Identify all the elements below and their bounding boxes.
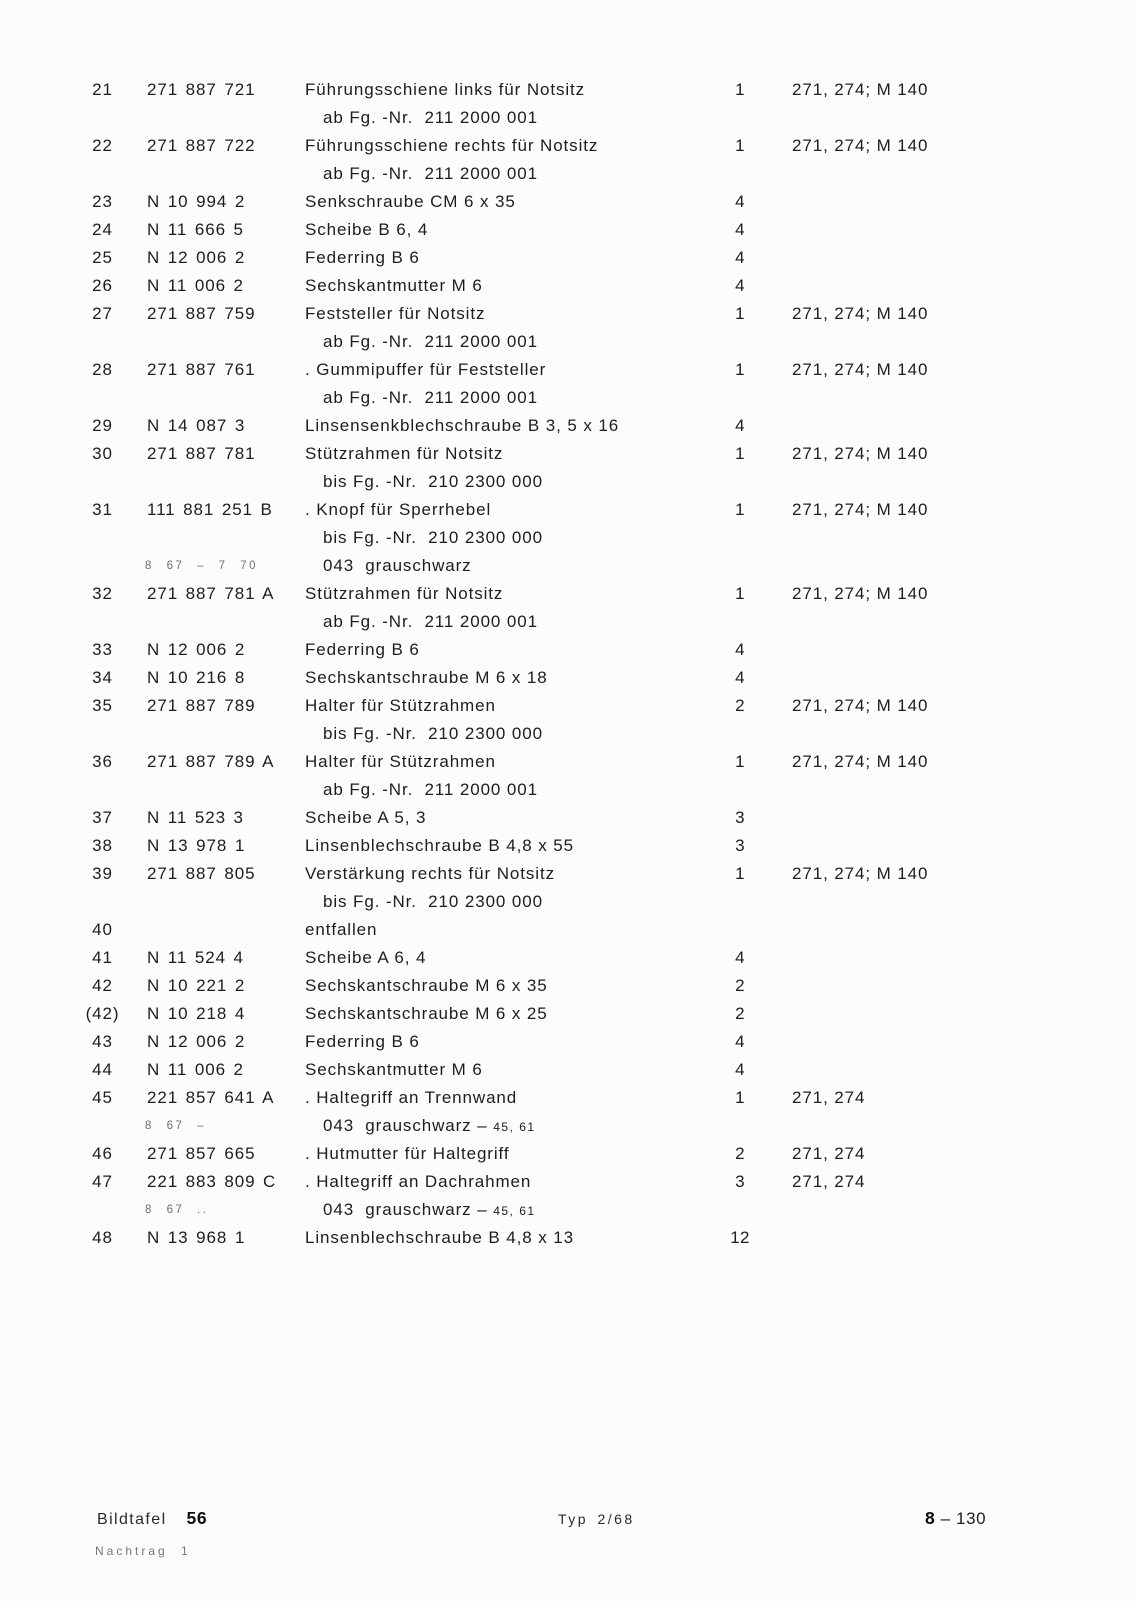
row-note-cell bbox=[305, 164, 690, 184]
table-row bbox=[0, 272, 1136, 300]
row-remarks: 271, 274 bbox=[792, 1172, 866, 1191]
row-quantity: 4 bbox=[735, 1060, 745, 1079]
table-row-sub-line bbox=[0, 720, 1136, 748]
row-description: Sechskantschraube M 6 x 35 bbox=[305, 976, 548, 995]
row-position: 24 bbox=[92, 220, 113, 239]
row-note-cell bbox=[305, 612, 690, 632]
row-part-number: 271 887 759 bbox=[147, 304, 256, 323]
row-note: ab Fg. -Nr. 211 2000 001 bbox=[323, 164, 538, 183]
page-section: 8 bbox=[925, 1508, 936, 1528]
table-row bbox=[0, 972, 1136, 1000]
row-part-number: 221 857 641 A bbox=[147, 1088, 275, 1107]
row-quantity: 2 bbox=[735, 976, 745, 995]
row-part-number: 271 887 721 bbox=[147, 80, 256, 99]
row-description: Sechskantmutter M 6 bbox=[305, 1060, 483, 1079]
row-part-number: 271 887 789 bbox=[147, 696, 256, 715]
table-row bbox=[0, 804, 1136, 832]
row-part-number: N 14 087 3 bbox=[147, 416, 246, 435]
row-remarks: 271, 274 bbox=[792, 1088, 866, 1107]
table-row-main-line bbox=[0, 1224, 1136, 1252]
supplement-label: Nachtrag 1 bbox=[95, 1544, 191, 1558]
row-quantity: 1 bbox=[735, 584, 745, 603]
row-note-cell bbox=[305, 472, 690, 492]
table-row-main-line bbox=[0, 832, 1136, 860]
table-row bbox=[0, 188, 1136, 216]
row-remarks: 271, 274; M 140 bbox=[792, 500, 929, 519]
table-row-main-line bbox=[0, 972, 1136, 1000]
table-row bbox=[0, 1140, 1136, 1168]
row-position: 26 bbox=[92, 276, 113, 295]
row-description: Verstärkung rechts für Notsitz bbox=[305, 864, 555, 883]
row-quantity: 1 bbox=[735, 304, 745, 323]
table-row-main-line bbox=[0, 76, 1136, 104]
row-position: 45 bbox=[92, 1088, 113, 1107]
row-remarks: 271, 274; M 140 bbox=[792, 304, 929, 323]
row-position: 25 bbox=[92, 248, 113, 267]
table-row bbox=[0, 1084, 1136, 1140]
row-description: Führungsschiene rechts für Notsitz bbox=[305, 136, 599, 155]
row-position: 23 bbox=[92, 192, 113, 211]
table-row-main-line bbox=[0, 944, 1136, 972]
row-quantity: 2 bbox=[735, 1144, 745, 1163]
table-row-main-line bbox=[0, 692, 1136, 720]
row-description: Halter für Stützrahmen bbox=[305, 752, 496, 771]
row-position: 29 bbox=[92, 416, 113, 435]
row-remarks: 271, 274; M 140 bbox=[792, 864, 929, 883]
row-position: 31 bbox=[92, 500, 113, 519]
table-row bbox=[0, 356, 1136, 412]
row-note: bis Fg. -Nr. 210 2300 000 bbox=[323, 724, 543, 743]
row-quantity: 2 bbox=[735, 696, 745, 715]
row-note: 043 grauschwarz – bbox=[323, 1116, 494, 1135]
table-row bbox=[0, 412, 1136, 440]
row-remarks: 271, 274; M 140 bbox=[792, 360, 929, 379]
row-position: 30 bbox=[92, 444, 113, 463]
row-part-number: 271 887 781 bbox=[147, 444, 256, 463]
row-part-number: N 10 994 2 bbox=[147, 192, 246, 211]
table-row-main-line bbox=[0, 132, 1136, 160]
row-part-number: 271 887 781 A bbox=[147, 584, 275, 603]
table-row-sub-line bbox=[0, 552, 1136, 580]
row-quantity: 2 bbox=[735, 1004, 745, 1023]
row-part-number: N 13 978 1 bbox=[147, 836, 246, 855]
row-note-cell bbox=[305, 556, 690, 576]
plate-label: Bildtafel bbox=[97, 1511, 167, 1528]
page-reference bbox=[925, 1508, 986, 1529]
row-description: Linsenblechschraube B 4,8 x 55 bbox=[305, 836, 574, 855]
table-row-sub-line bbox=[0, 1112, 1136, 1140]
row-description: . Haltegriff an Trennwand bbox=[305, 1088, 518, 1107]
row-part-number: N 11 006 2 bbox=[147, 276, 244, 295]
row-position: 37 bbox=[92, 808, 113, 827]
table-row-main-line bbox=[0, 664, 1136, 692]
table-row-main-line bbox=[0, 300, 1136, 328]
row-position: 44 bbox=[92, 1060, 113, 1079]
row-quantity: 4 bbox=[735, 192, 745, 211]
row-note-cell bbox=[305, 332, 690, 352]
row-position: 47 bbox=[92, 1172, 113, 1191]
row-quantity: 1 bbox=[735, 444, 745, 463]
row-part-number: N 11 523 3 bbox=[147, 808, 244, 827]
row-description: Linsenblechschraube B 4,8 x 13 bbox=[305, 1228, 574, 1247]
row-quantity: 4 bbox=[735, 220, 745, 239]
row-description: Scheibe A 6, 4 bbox=[305, 948, 427, 967]
table-row bbox=[0, 1028, 1136, 1056]
row-remarks: 271, 274; M 140 bbox=[792, 444, 929, 463]
table-row-sub-line bbox=[0, 888, 1136, 916]
row-part-number: N 11 524 4 bbox=[147, 948, 244, 967]
row-description: Sechskantmutter M 6 bbox=[305, 276, 483, 295]
row-description: Scheibe A 5, 3 bbox=[305, 808, 427, 827]
table-row bbox=[0, 440, 1136, 496]
table-row-sub-line bbox=[0, 1196, 1136, 1224]
row-part-number: N 12 006 2 bbox=[147, 248, 246, 267]
row-quantity: 4 bbox=[735, 1032, 745, 1051]
row-part-number: 221 883 809 C bbox=[147, 1172, 277, 1191]
row-description: Feststeller für Notsitz bbox=[305, 304, 486, 323]
row-description: Scheibe B 6, 4 bbox=[305, 220, 429, 239]
table-row-main-line bbox=[0, 440, 1136, 468]
table-row bbox=[0, 496, 1136, 580]
table-row-main-line bbox=[0, 748, 1136, 776]
row-description: Sechskantschraube M 6 x 25 bbox=[305, 1004, 548, 1023]
table-row bbox=[0, 748, 1136, 804]
row-remarks: 271, 274; M 140 bbox=[792, 752, 929, 771]
table-row bbox=[0, 1168, 1136, 1224]
row-quantity: 12 bbox=[730, 1228, 750, 1247]
row-description: . Hutmutter für Haltegriff bbox=[305, 1144, 510, 1163]
row-part-number: N 12 006 2 bbox=[147, 640, 246, 659]
table-row-main-line bbox=[0, 272, 1136, 300]
table-row bbox=[0, 216, 1136, 244]
table-row-sub-line bbox=[0, 160, 1136, 188]
row-note-cell bbox=[305, 892, 690, 912]
row-position: 36 bbox=[92, 752, 113, 771]
row-part-number: 271 887 805 bbox=[147, 864, 256, 883]
row-note: bis Fg. -Nr. 210 2300 000 bbox=[323, 892, 543, 911]
row-note-small: 45, 61 bbox=[493, 1204, 536, 1218]
row-note-cell bbox=[305, 780, 690, 800]
table-row bbox=[0, 664, 1136, 692]
row-position: 34 bbox=[92, 668, 113, 687]
table-row bbox=[0, 1224, 1136, 1252]
row-description: Federring B 6 bbox=[305, 1032, 420, 1051]
row-note: ab Fg. -Nr. 211 2000 001 bbox=[323, 332, 538, 351]
row-part-number: N 10 218 4 bbox=[147, 1004, 246, 1023]
row-remarks: 271, 274; M 140 bbox=[792, 696, 929, 715]
row-position: 28 bbox=[92, 360, 113, 379]
table-row bbox=[0, 1056, 1136, 1084]
table-row-sub-line bbox=[0, 608, 1136, 636]
row-description: Senkschraube CM 6 x 35 bbox=[305, 192, 516, 211]
type-label: Typ 2/68 bbox=[558, 1511, 635, 1527]
table-row-main-line bbox=[0, 244, 1136, 272]
table-row-main-line bbox=[0, 580, 1136, 608]
row-part-number: 271 887 761 bbox=[147, 360, 256, 379]
row-position: 48 bbox=[92, 1228, 113, 1247]
row-description: Halter für Stützrahmen bbox=[305, 696, 496, 715]
table-row bbox=[0, 636, 1136, 664]
row-description: Federring B 6 bbox=[305, 640, 420, 659]
row-part-number: N 11 666 5 bbox=[147, 220, 244, 239]
row-description: Sechskantschraube M 6 x 18 bbox=[305, 668, 548, 687]
row-part-number: N 10 221 2 bbox=[147, 976, 246, 995]
table-row-main-line bbox=[0, 1000, 1136, 1028]
row-description: Führungsschiene links für Notsitz bbox=[305, 80, 586, 99]
table-row-sub-line bbox=[0, 468, 1136, 496]
row-part-number: N 11 006 2 bbox=[147, 1060, 244, 1079]
row-quantity: 3 bbox=[735, 836, 745, 855]
row-remarks: 271, 274; M 140 bbox=[792, 584, 929, 603]
row-remarks: 271, 274; M 140 bbox=[792, 136, 929, 155]
row-part-number: 111 881 251 B bbox=[147, 500, 273, 519]
row-quantity: 4 bbox=[735, 640, 745, 659]
row-position: 43 bbox=[92, 1032, 113, 1051]
table-row-main-line bbox=[0, 188, 1136, 216]
table-row-sub-line bbox=[0, 104, 1136, 132]
row-position: 46 bbox=[92, 1144, 113, 1163]
row-quantity: 1 bbox=[735, 500, 745, 519]
row-note: ab Fg. -Nr. 211 2000 001 bbox=[323, 780, 538, 799]
table-row bbox=[0, 1000, 1136, 1028]
table-row-sub-line bbox=[0, 776, 1136, 804]
row-note: ab Fg. -Nr. 211 2000 001 bbox=[323, 612, 538, 631]
row-part-number: N 12 006 2 bbox=[147, 1032, 246, 1051]
table-row-sub-line bbox=[0, 328, 1136, 356]
row-description: . Gummipuffer für Feststeller bbox=[305, 360, 547, 379]
row-note: 043 grauschwarz – bbox=[323, 1200, 494, 1219]
row-description: . Haltegriff an Dachrahmen bbox=[305, 1172, 532, 1191]
parts-table bbox=[0, 76, 1136, 1252]
table-row-main-line bbox=[0, 216, 1136, 244]
row-description: Linsensenkblechschraube B 3, 5 x 16 bbox=[305, 416, 620, 435]
row-note-cell bbox=[305, 528, 690, 548]
table-row bbox=[0, 944, 1136, 972]
row-quantity: 4 bbox=[735, 948, 745, 967]
row-part-number: 271 887 789 A bbox=[147, 752, 275, 771]
row-position: 32 bbox=[92, 584, 113, 603]
row-note-cell bbox=[305, 724, 690, 744]
row-part-number: 271 857 665 bbox=[147, 1144, 256, 1163]
row-description: Federring B 6 bbox=[305, 248, 420, 267]
table-row bbox=[0, 580, 1136, 636]
row-quantity: 1 bbox=[735, 136, 745, 155]
row-position: 38 bbox=[92, 836, 113, 855]
row-quantity: 1 bbox=[735, 864, 745, 883]
row-quantity: 4 bbox=[735, 276, 745, 295]
table-row-main-line bbox=[0, 1168, 1136, 1196]
row-note: ab Fg. -Nr. 211 2000 001 bbox=[323, 108, 538, 127]
row-note-small: 45, 61 bbox=[493, 1120, 536, 1134]
row-note: bis Fg. -Nr. 210 2300 000 bbox=[323, 528, 543, 547]
row-quantity: 1 bbox=[735, 752, 745, 771]
table-row-sub-line bbox=[0, 524, 1136, 552]
table-row-main-line bbox=[0, 412, 1136, 440]
table-row-main-line bbox=[0, 860, 1136, 888]
table-row bbox=[0, 860, 1136, 916]
table-row bbox=[0, 76, 1136, 132]
row-quantity: 1 bbox=[735, 80, 745, 99]
row-quantity: 1 bbox=[735, 360, 745, 379]
row-position: (42) bbox=[85, 1004, 120, 1023]
page-number: – 130 bbox=[935, 1509, 987, 1528]
row-remarks: 271, 274; M 140 bbox=[792, 80, 929, 99]
table-row-main-line bbox=[0, 804, 1136, 832]
table-row bbox=[0, 132, 1136, 188]
row-position: 35 bbox=[92, 696, 113, 715]
row-description: . Knopf für Sperrhebel bbox=[305, 500, 492, 519]
row-position: 40 bbox=[92, 920, 113, 939]
row-note-cell bbox=[305, 1116, 690, 1136]
table-row bbox=[0, 300, 1136, 356]
plate-reference bbox=[97, 1508, 207, 1529]
row-note-cell bbox=[305, 108, 690, 128]
row-note: bis Fg. -Nr. 210 2300 000 bbox=[323, 472, 543, 491]
table-row-main-line bbox=[0, 356, 1136, 384]
row-note-cell bbox=[305, 1200, 690, 1220]
row-quantity: 1 bbox=[735, 1088, 745, 1107]
table-row-main-line bbox=[0, 1056, 1136, 1084]
row-part-number: N 10 216 8 bbox=[147, 668, 246, 687]
table-row-main-line bbox=[0, 1084, 1136, 1112]
table-row-sub-line bbox=[0, 384, 1136, 412]
row-date-code: 8 67 – bbox=[145, 1120, 206, 1132]
row-position: 27 bbox=[92, 304, 113, 323]
row-quantity: 3 bbox=[735, 1172, 745, 1191]
table-row bbox=[0, 916, 1136, 944]
row-note-cell bbox=[305, 388, 690, 408]
row-date-code: 8 67 – 7 70 bbox=[145, 560, 259, 572]
row-quantity: 4 bbox=[735, 248, 745, 267]
table-row-main-line bbox=[0, 1028, 1136, 1056]
row-position: 41 bbox=[92, 948, 113, 967]
row-position: 22 bbox=[92, 136, 113, 155]
row-quantity: 4 bbox=[735, 668, 745, 687]
row-position: 42 bbox=[92, 976, 113, 995]
row-description: entfallen bbox=[305, 920, 378, 939]
table-row-main-line bbox=[0, 916, 1136, 944]
row-note: ab Fg. -Nr. 211 2000 001 bbox=[323, 388, 538, 407]
row-part-number: 271 887 722 bbox=[147, 136, 256, 155]
row-description: Stützrahmen für Notsitz bbox=[305, 444, 504, 463]
table-row-main-line bbox=[0, 1140, 1136, 1168]
row-quantity: 4 bbox=[735, 416, 745, 435]
table-row-main-line bbox=[0, 636, 1136, 664]
row-position: 39 bbox=[92, 864, 113, 883]
row-position: 21 bbox=[92, 80, 113, 99]
row-date-code: 8 67 .. bbox=[145, 1204, 209, 1216]
table-row bbox=[0, 692, 1136, 748]
row-part-number: N 13 968 1 bbox=[147, 1228, 246, 1247]
table-row bbox=[0, 832, 1136, 860]
row-remarks: 271, 274 bbox=[792, 1144, 866, 1163]
row-quantity: 3 bbox=[735, 808, 745, 827]
row-description: Stützrahmen für Notsitz bbox=[305, 584, 504, 603]
table-row-main-line bbox=[0, 496, 1136, 524]
plate-number: 56 bbox=[186, 1508, 208, 1528]
table-row bbox=[0, 244, 1136, 272]
row-position: 33 bbox=[92, 640, 113, 659]
row-note: 043 grauschwarz bbox=[323, 556, 472, 575]
